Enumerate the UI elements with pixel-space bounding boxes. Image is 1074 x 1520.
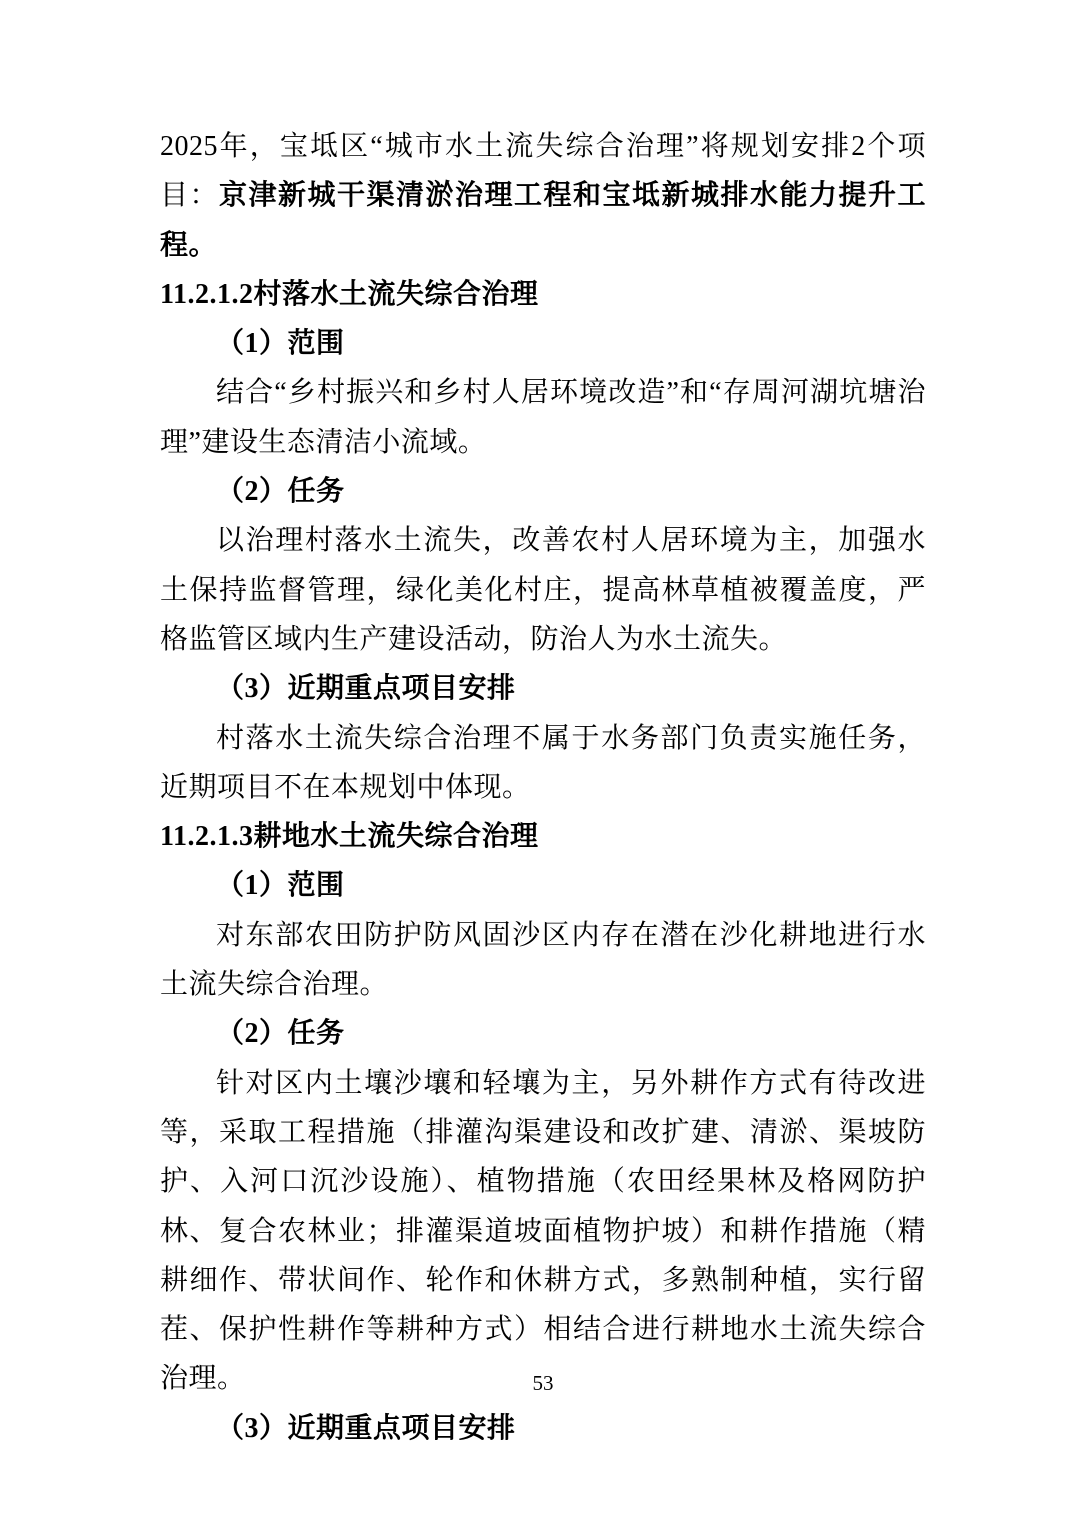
paragraph-farmland-tasks-body: 针对区内土壤沙壤和轻壤为主，另外耕作方式有待改进等，采取工程措施（排灌沟渠建设和改扩建、清淤、渠坡防护、入河口沉沙设施）、植物措施（农田经果林及格网防护林、复合农林业；排灌渠道坡面植物护坡）和耕作措施（精耕细作、带状间作、轮作和休耕方式，多熟制种植，实行留茬、保护性耕作等耕种方式）相结合进行耕地水土流失综合治理。 xyxy=(160,1067,926,1395)
subheading-farmland-near-term-projects: （3）近期重点项目安排 xyxy=(216,1412,516,1444)
page-number: 53 xyxy=(532,1371,554,1395)
paragraph-2025-projects-regular-text: 2025年，宝坻区“城市水土流失综合治理”将规划安排2个项目： xyxy=(160,131,926,212)
subheading-farmland-tasks: （2）任务 xyxy=(216,1018,345,1050)
text-column xyxy=(160,122,926,1453)
paragraph-village-scope-body: 结合“乡村振兴和乡村人居环境改造”和“存周河湖坑塘治理”建设生态清洁小流域。 xyxy=(160,377,926,458)
subheading-village-near-term-projects: （3）近期重点项目安排 xyxy=(216,673,516,705)
paragraph-2025-projects-bold-project-names: 京津新城干渠清淤治理工程和宝坻新城排水能力提升工程。 xyxy=(160,180,926,261)
paragraph-farmland-scope-body: 对东部农田防护防风固沙区内存在潜在沙化耕地进行水土流失综合治理。 xyxy=(160,919,926,1001)
subheading-village-scope: （1）范围 xyxy=(216,328,345,360)
heading-11-2-1-2-village-erosion-control: 11.2.1.2村落水土流失综合治理 xyxy=(160,278,539,310)
paragraph-2025-projects xyxy=(160,122,926,270)
subheading-farmland-scope: （1）范围 xyxy=(216,870,345,902)
subheading-village-tasks: （2）任务 xyxy=(216,476,345,508)
paragraph-village-near-term-projects-body: 村落水土流失综合治理不属于水务部门负责实施任务，近期项目不在本规划中体现。 xyxy=(160,722,926,803)
heading-11-2-1-3-farmland-erosion-control: 11.2.1.3耕地水土流失综合治理 xyxy=(160,821,539,853)
paragraph-village-tasks-body: 以治理村落水土流失，改善农村人居环境为主，加强水土保持监督管理，绿化美化村庄，提高林草植被覆盖度，严格监管区域内生产建设活动，防治人为水土流失。 xyxy=(160,525,926,655)
